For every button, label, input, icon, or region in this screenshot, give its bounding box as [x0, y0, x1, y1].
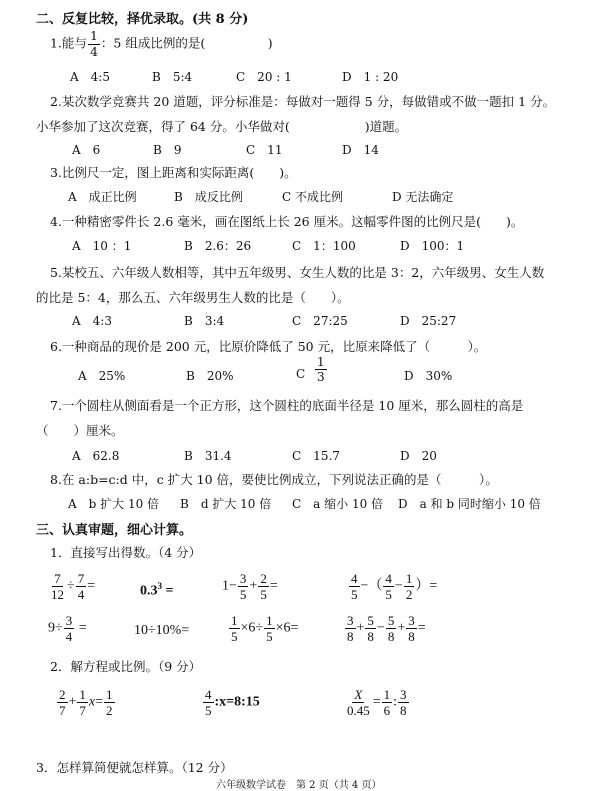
calc-10-div-10-percent: 10÷10%= — [134, 623, 190, 638]
q2-option-d: D 14 — [342, 143, 379, 157]
q6-option-a: A 25% — [78, 369, 126, 383]
q4-option-b: B 2.6：26 — [184, 239, 252, 253]
q1-post: ：5 组成比例的是( ) — [100, 35, 273, 51]
q3-option-a: A 成正比例 — [68, 190, 137, 204]
q2-line1: 2.某次数学竞赛共 20 道题，评分标准是：每做对一题得 5 分，每做错或不做一题扣 1 分。 — [50, 94, 556, 109]
part3-title: 3．怎样算简便就怎样算。（12 分） — [36, 760, 233, 775]
q5-option-d: D 25:27 — [400, 314, 457, 328]
q8-option-c: C a 缩小 10 倍 — [292, 497, 384, 511]
q1-option-d: D 1 : 20 — [342, 70, 399, 84]
calc-1-5-times-6-div: $\frac{1}{5}$ ×6÷ $\frac{1}{5}$ ×6= — [231, 613, 299, 644]
q8-stem: 8.在 a:b=c:d 中，c 扩大 10 倍，要使比例成立，下列说法正确的是（ ）。 — [50, 472, 498, 487]
page-footer: 六年级数学试卷 第 2 页（共 4 页） — [216, 780, 382, 791]
calc-0-3-cubed: $0.3^3$ = — [140, 581, 174, 599]
q8-option-a: A b 扩大 10 倍 — [68, 497, 160, 511]
q7-option-a: A 62.8 — [72, 449, 120, 463]
part1-title: 1．直接写出得数。（4 分） — [50, 545, 202, 560]
calc-7-12-div-7-4: $\frac{7}{12}$ ÷ $\frac{7}{4}$ = — [51, 571, 96, 602]
q4-option-a: A 10 ：1 — [72, 239, 132, 253]
q3-option-b: B 成反比例 — [174, 190, 243, 204]
calc-4-5-minus-paren: $\frac{4}{5}$ −（ $\frac{4}{5}$ − $\frac{1}{2}$ ）= — [351, 571, 438, 602]
q3-option-d: D 无法确定 — [392, 190, 454, 204]
q4-option-d: D 100：1 — [400, 239, 465, 253]
q6-option-d: D 30% — [404, 369, 453, 383]
q2-line2: 小华参加了这次竞赛，得了 64 分。小华做对( )道题。 — [36, 119, 408, 134]
q1-stem — [50, 30, 273, 58]
part2-title: 2．解方程或比例。（9 分） — [50, 659, 202, 674]
calc-3-8-plus-5-8: $\frac{3}{8}$ + $\frac{5}{8}$ − $\frac{5}{8}$ + $\frac{3}{8}$ = — [347, 613, 426, 644]
q1-option-b: B 5:4 — [152, 70, 193, 84]
q7-line1: 7.一个圆柱从侧面看是一个正方形，这个圆柱的底面半径是 10 厘米，那么圆柱的高是 — [50, 398, 524, 413]
q6-option-b: B 20% — [186, 369, 234, 383]
q1-option-a: A 4:5 — [70, 70, 110, 84]
q5-option-b: B 3:4 — [184, 314, 225, 328]
equation-2-7-plus-1-7x: $\frac{2}{7}$ + $\frac{1}{7}$ x= $\frac{1}{2}$ — [59, 687, 113, 718]
q7-option-c: C 15.7 — [292, 449, 340, 463]
q6-option-c-fraction: $\frac{1}{3}$ — [317, 355, 325, 384]
q1-fraction: $\frac{1}{4}$ — [89, 28, 98, 59]
q6-stem: 6.一种商品的现价是 200 元，比原价降低了 50 元，比原来降低了（ ）。 — [50, 339, 487, 354]
q7-option-d: D 20 — [400, 449, 437, 463]
q1-option-c: C 20 : 1 — [236, 70, 292, 84]
q7-option-b: B 31.4 — [184, 449, 232, 463]
q5-line1: 5.某校五、六年级人数相等，其中五年级男、女生人数的比是 3：2，六年级男、女生人数 — [50, 265, 545, 280]
q5-option-a: A 4:3 — [72, 314, 112, 328]
proportion-x-0-45: $\frac{X}{0.45}$ = $\frac{1}{6}$ : $\frac{3}{8}$ — [347, 687, 407, 718]
q2-option-c: C 11 — [246, 143, 283, 157]
q6-option-c: C — [296, 367, 306, 381]
section2-title: 二、反复比较，择优录取。(共 8 分) — [36, 12, 249, 27]
q3-stem: 3.比例尺一定，图上距离和实际距离( )。 — [50, 165, 297, 180]
q2-option-a: A 6 — [72, 143, 101, 157]
q2-option-b: B 9 — [153, 143, 182, 157]
q5-option-c: C 27:25 — [292, 314, 348, 328]
calc-9-div-3-4: 9÷ $\frac{3}{4}$ = — [48, 613, 87, 644]
calc-1-minus-3-5-plus-2-5: 1− $\frac{3}{5}$ + $\frac{2}{5}$ = — [222, 571, 278, 602]
section3-title: 三、认真审题，细心计算。 — [36, 523, 193, 538]
q8-option-d: D a 和 b 同时缩小 10 倍 — [398, 497, 541, 511]
q4-stem: 4.一种精密零件长 2.6 毫米，画在图纸上长 26 厘米。这幅零件图的比例尺是( )。 — [50, 214, 524, 229]
q5-line2: 的比是 5：4，那么五、六年级男生人数的比是（ ）。 — [36, 290, 350, 305]
q8-option-b: B d 扩大 10 倍 — [180, 497, 272, 511]
q4-option-c: C 1：100 — [292, 239, 356, 253]
q3-option-c: C 不成比例 — [282, 190, 343, 204]
equation-4-5-x-8-15: $\frac{4}{5}$ :x=8:15 — [205, 687, 260, 718]
q7-line2: （ ）厘米。 — [36, 423, 124, 438]
q1-pre: 1.能与 — [50, 35, 87, 51]
